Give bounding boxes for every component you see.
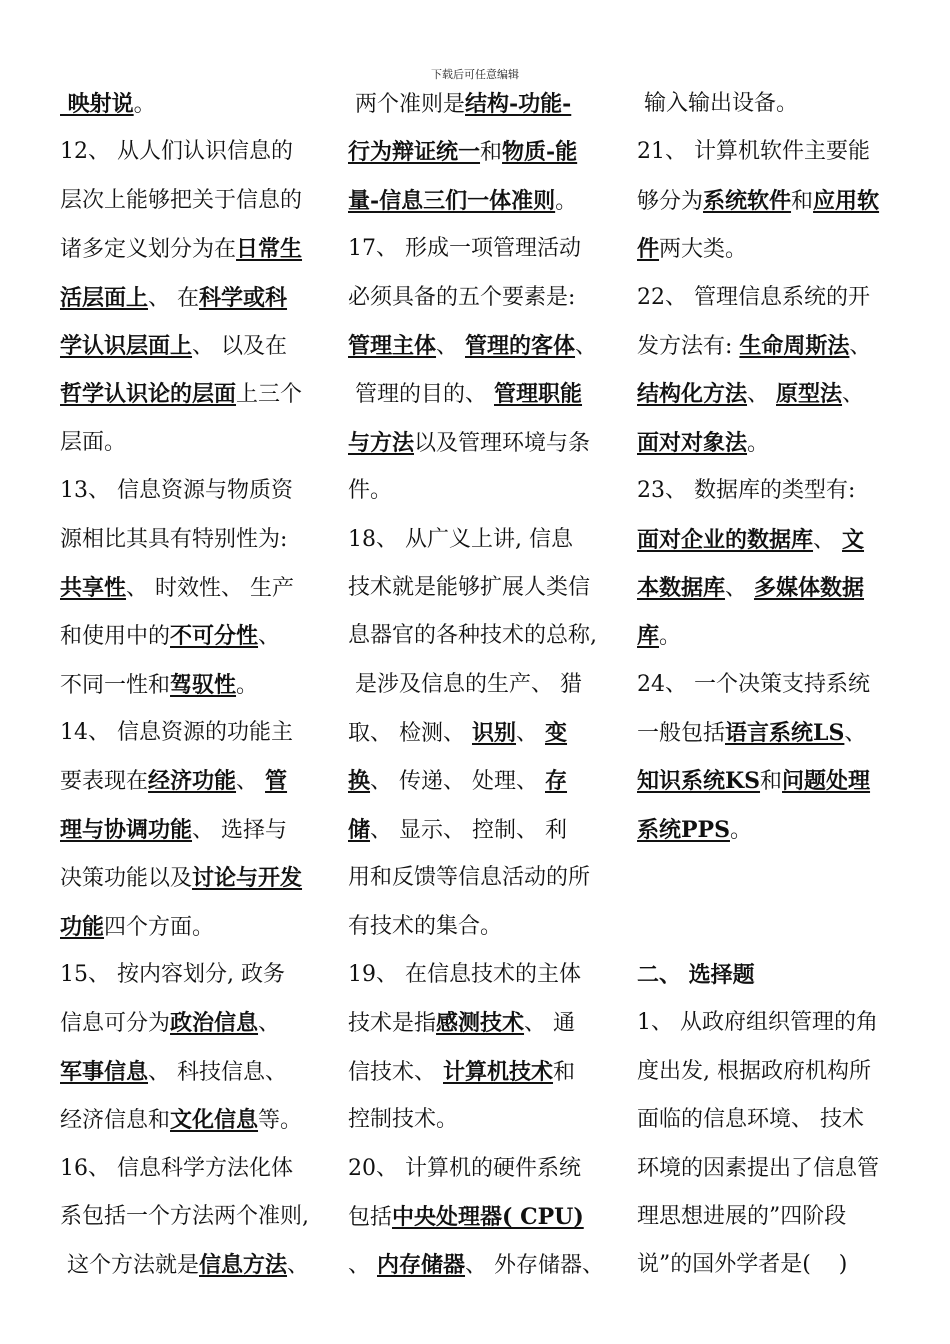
key-term: 经济功能 (148, 768, 237, 795)
key-term: 结构化方法 (637, 381, 748, 408)
text-segment: 。 (555, 188, 578, 214)
key-term: 与方法 (348, 429, 415, 456)
text-segment: 说”的国外学者是( ) (637, 1252, 848, 1278)
key-term: 政治信息 (170, 1010, 259, 1037)
text-segment: 20、 计算机的硬件系统 (348, 1155, 581, 1181)
key-term: 生命周斯法 (739, 332, 850, 359)
text-segment: 和使用中的 (60, 624, 171, 650)
key-term: 库 (637, 623, 660, 650)
page-header: 下载后可任意编辑 (431, 68, 519, 81)
text-line (637, 80, 899, 128)
text-segment: 12、 从人们认识信息的 (60, 139, 293, 165)
text-line (348, 806, 612, 854)
text-segment: 23、 数据库的类型有: (637, 478, 856, 504)
key-term: 文化信息 (170, 1107, 259, 1134)
text-segment: 14、 信息资源的功能主 (60, 720, 293, 746)
text-segment: 、 (842, 382, 865, 408)
text-segment: 必须具备的五个要素是: (348, 284, 576, 310)
text-line (637, 274, 899, 322)
key-term: 本数据库 (637, 574, 726, 601)
text-segment: 技术是指 (348, 1011, 437, 1037)
key-term: 讨论与开发 (192, 865, 303, 892)
text-line (348, 1145, 612, 1193)
text-segment: 息器官的各种技术的总称, (348, 623, 597, 649)
text-line (637, 757, 899, 805)
text-segment: 环境的因素提出了信息管 (637, 1155, 880, 1181)
text-segment: 、 时效性、 生产 (126, 575, 295, 601)
text-line (348, 999, 612, 1047)
text-segment: 一般包括 (637, 721, 726, 747)
key-term: 问题处理 (782, 768, 871, 795)
text-segment: 取、 检测、 (348, 721, 472, 747)
text-segment: 24、 一个决策支持系统 (637, 671, 870, 697)
text-line (348, 516, 612, 564)
text-segment: 16、 信息科学方法化体 (60, 1155, 293, 1181)
text-segment: 源相比其具有特别性为: (60, 526, 288, 552)
text-line (348, 903, 612, 951)
text-line (348, 80, 612, 128)
text-line (348, 1048, 612, 1096)
key-term: 系统PPS (637, 816, 730, 843)
text-line (637, 128, 899, 176)
text-line (348, 322, 612, 370)
key-term: 行为辩证统一 (348, 139, 481, 166)
key-term: 面对对象法 (637, 429, 748, 456)
text-line (637, 854, 899, 902)
text-segment: 。 (729, 817, 752, 843)
text-line (637, 661, 899, 709)
text-line (60, 274, 322, 322)
text-line (637, 709, 899, 757)
key-term: 系统软件 (703, 187, 792, 214)
text-segment: 决策功能以及 (60, 866, 193, 892)
text-line (60, 467, 322, 515)
key-term: 原型法 (776, 381, 843, 408)
text-line (348, 757, 612, 805)
text-line (348, 467, 612, 515)
text-segment: 四个方面。 (104, 914, 215, 940)
text-line (637, 419, 899, 467)
text-segment: 、 科技信息、 (148, 1059, 288, 1085)
text-line (348, 370, 612, 418)
text-line (348, 1096, 612, 1144)
text-segment: 、 (725, 575, 755, 601)
text-line (60, 806, 322, 854)
key-term: 知识系统KS (637, 768, 761, 795)
text-line (60, 612, 322, 660)
text-segment: 和 (553, 1059, 576, 1085)
text-line (348, 854, 612, 902)
text-segment: 、 (436, 333, 466, 359)
text-line (60, 1048, 322, 1096)
text-line (60, 757, 322, 805)
text-segment: 包括 (348, 1204, 393, 1230)
text-segment: 、 以及在 (192, 333, 288, 359)
key-term: 语言系统LS (725, 720, 845, 747)
text-line (60, 951, 322, 999)
text-segment: 信息可分为 (60, 1011, 171, 1037)
text-line (60, 419, 322, 467)
text-segment: 、 显示、 控制、 利 (370, 817, 567, 843)
key-term: 面对企业的数据库 (637, 526, 814, 553)
text-line (348, 1193, 612, 1241)
text-segment: 以及管理环境与条 (414, 430, 591, 456)
key-term: 结构-功能- (465, 91, 572, 117)
text-segment: 要表现在 (60, 769, 149, 795)
key-term: 科学或科 (199, 284, 288, 311)
text-segment: 。 (747, 430, 770, 456)
text-segment: 、 (258, 1011, 281, 1037)
text-line (348, 274, 612, 322)
text-line (637, 806, 899, 854)
text-segment: 、 在 (148, 285, 200, 311)
text-line (637, 467, 899, 515)
text-segment: 15、 按内容划分, 政务 (60, 962, 285, 988)
text-line (637, 564, 899, 612)
text-segment: 、 通 (524, 1011, 576, 1037)
text-line (348, 128, 612, 176)
text-segment: 、 (813, 527, 843, 553)
text-line (348, 225, 612, 273)
key-term: 识别 (472, 720, 517, 747)
text-line (637, 612, 899, 660)
text-segment: 、 (516, 721, 546, 747)
text-line (637, 516, 899, 564)
text-line (60, 854, 322, 902)
text-segment: 。 (659, 624, 682, 650)
text-segment: 等。 (258, 1108, 303, 1134)
key-term: 管理职能 (494, 381, 583, 408)
text-segment: 18、 从广义上讲, 信息 (348, 526, 573, 552)
text-segment: 经济信息和 (60, 1108, 171, 1134)
key-term: 量-信息三们一体准则 (348, 187, 556, 214)
text-segment: 22、 管理信息系统的开 (637, 284, 870, 310)
text-line (637, 322, 899, 370)
text-line (637, 177, 899, 225)
section-heading: 二、 选择题 (637, 962, 755, 989)
text-segment: 19、 在信息技术的主体 (348, 962, 581, 988)
text-line (637, 1048, 899, 1096)
text-segment: 理思想进展的”四阶段 (637, 1203, 847, 1229)
text-line (60, 177, 322, 225)
text-segment: 。 (236, 672, 259, 698)
text-segment: 、 (844, 721, 867, 747)
key-term: 信息方法 (199, 1252, 288, 1279)
text-segment: 、 选择与 (192, 817, 288, 843)
text-segment: 13、 信息资源与物质资 (60, 478, 293, 504)
text-segment: 件。 (348, 478, 393, 504)
text-segment: 输入输出设备。 (637, 91, 798, 116)
text-line (60, 709, 322, 757)
key-term: 管理主体 (348, 332, 437, 359)
key-term: 共享性 (60, 574, 127, 601)
text-segment: 用和反馈等信息活动的所 (348, 865, 591, 891)
text-segment: 上三个 (236, 382, 303, 408)
text-line (60, 1145, 322, 1193)
text-segment: 信技术、 (348, 1059, 443, 1085)
text-line (60, 225, 322, 273)
key-term: 功能 (60, 913, 105, 940)
text-segment: 、 (287, 1253, 310, 1279)
key-term: 换 (348, 768, 371, 795)
text-line (637, 999, 899, 1047)
text-segment: 两大类。 (659, 237, 748, 263)
text-line (637, 1193, 899, 1241)
text-segment: 这个方法就是 (60, 1253, 199, 1279)
text-line (348, 1241, 612, 1289)
key-term: 不可分性 (170, 623, 259, 650)
text-line (60, 322, 322, 370)
text-line (637, 370, 899, 418)
key-term: 学认识层面上 (60, 332, 193, 359)
text-line (60, 128, 322, 176)
key-term: 军事信息 (60, 1058, 149, 1085)
text-segment: 。 (133, 92, 156, 117)
text-segment: 、 (236, 769, 266, 795)
text-segment: 、 (849, 333, 872, 359)
text-line (60, 999, 322, 1047)
text-line (60, 1241, 322, 1289)
text-segment: 面临的信息环境、 技术 (637, 1107, 864, 1133)
key-term: 变 (545, 720, 568, 747)
key-term: 理与协调功能 (60, 816, 193, 843)
key-term: 文 (842, 526, 865, 553)
key-term: 活层面上 (60, 284, 149, 311)
text-segment: 层次上能够把关于信息的 (60, 187, 303, 213)
text-segment: 发方法有: (637, 333, 740, 359)
text-line (60, 1193, 322, 1241)
key-term: 驾驭性 (170, 671, 237, 698)
text-line (637, 1145, 899, 1193)
key-term: 计算机技术 (443, 1058, 554, 1085)
text-segment: 有技术的集合。 (348, 913, 503, 939)
text-column-middle (348, 80, 612, 1290)
text-segment: 诸多定义划分为在 (60, 237, 237, 263)
key-term: 储 (348, 816, 371, 843)
text-line (60, 1096, 322, 1144)
text-segment: 、 外存储器、 (465, 1253, 605, 1279)
text-line (60, 80, 322, 128)
text-line (60, 370, 322, 418)
text-line (60, 516, 322, 564)
text-segment: 控制技术。 (348, 1107, 459, 1133)
text-segment: 21、 计算机软件主要能 (637, 139, 870, 165)
text-line (60, 903, 322, 951)
text-segment: 度出发, 根据政府机构所 (637, 1058, 871, 1084)
text-segment: 不同一性和 (60, 672, 171, 698)
key-term: 哲学认识论的层面 (60, 381, 237, 408)
text-line (637, 951, 899, 999)
key-term: 日常生 (236, 236, 303, 263)
text-segment: 、 (258, 624, 281, 650)
text-line (348, 661, 612, 709)
key-term: 映射说 (60, 91, 134, 117)
key-term: 管理的客体 (465, 332, 576, 359)
text-column-left (60, 80, 322, 1290)
text-line (60, 661, 322, 709)
text-segment: 、 (348, 1253, 377, 1279)
text-line (348, 419, 612, 467)
text-segment: 技术就是能够扩展人类信 (348, 574, 591, 600)
text-segment: 够分为 (637, 188, 704, 214)
key-term: 管 (265, 768, 288, 795)
text-segment: 、 (747, 382, 777, 408)
text-line (637, 225, 899, 273)
key-term: 内存储器 (377, 1252, 466, 1279)
text-segment: 两个准则是 (348, 92, 465, 117)
key-term: 多媒体数据 (754, 574, 865, 601)
text-line (348, 951, 612, 999)
text-line (348, 564, 612, 612)
text-segment: 17、 形成一项管理活动 (348, 236, 581, 262)
text-segment: 1、 从政府组织管理的角 (637, 1010, 878, 1036)
key-term: 存 (545, 768, 568, 795)
text-column-right (637, 80, 899, 1290)
text-segment: 层面。 (60, 429, 127, 455)
text-segment: 系包括一个方法两个准则, (60, 1203, 309, 1229)
text-line (637, 1096, 899, 1144)
text-segment: 、 传递、 处理、 (370, 769, 545, 795)
text-line (637, 903, 899, 951)
text-segment: 和 (480, 140, 503, 166)
text-segment: 和 (760, 769, 783, 795)
key-term: 应用软 (813, 187, 880, 214)
text-line (348, 709, 612, 757)
key-term: 物质-能 (502, 139, 578, 166)
text-line (60, 564, 322, 612)
key-term: 中央处理器( CPU) (392, 1203, 584, 1230)
key-term: 件 (637, 236, 660, 263)
text-line (348, 612, 612, 660)
text-segment: 、 (575, 333, 598, 359)
text-segment: 是涉及信息的生产、 猎 (348, 671, 582, 697)
key-term: 感测技术 (436, 1010, 525, 1037)
text-line (348, 177, 612, 225)
text-line (637, 1241, 899, 1289)
text-segment: 和 (791, 188, 814, 214)
text-segment: 管理的目的、 (348, 382, 494, 408)
